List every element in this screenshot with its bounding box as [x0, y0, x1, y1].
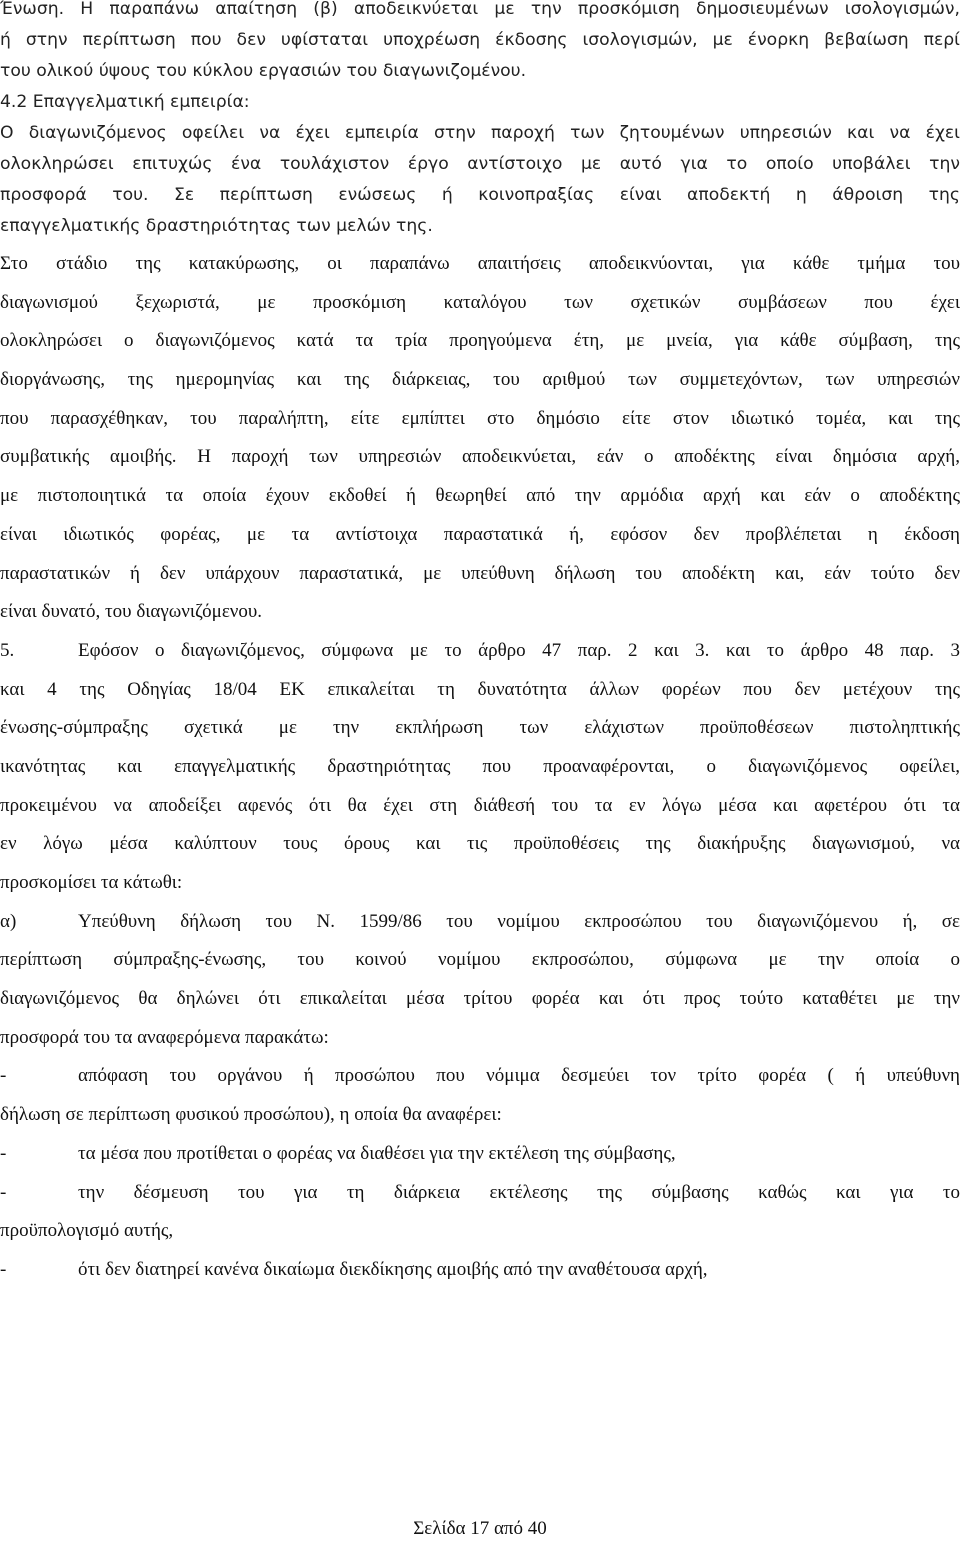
- list-item-alpha: [0, 903, 960, 1058]
- list-item: [0, 1251, 960, 1290]
- text-line: προκειμένου να αποδείξει αφενός ότι θα έχει στη διάθεσή του τα εν λόγω μέσα και αφετέρου ότι τα: [0, 794, 960, 816]
- text-line: ένωσης-σύμπραξης σχετικά με την εκπλήρωση των ελάχιστων προϋποθέσεων πιστοληπτικής: [0, 717, 960, 739]
- text-line: προϋπολογισμό αυτής,: [0, 1220, 174, 1242]
- text-line: του ολικού ύψους του κύκλου εργασιών του διαγωνιζομένου.: [0, 61, 527, 81]
- text-line: διαγωνισμού ξεχωριστά, με προσκόμιση καταλόγου των σχετικών συμβάσεων που έχει: [0, 291, 960, 313]
- list-item-first-line: [0, 1135, 960, 1174]
- text-line: απόφαση του οργάνου ή προσώπου που νόμιμα δεσμεύει τον τρίτο φορέα ( ή υπεύθυνη: [78, 1065, 960, 1087]
- text-line: Εφόσον ο διαγωνιζόμενος, σύμφωνα με το άρθρο 47 παρ. 2 και 3. και το άρθρο 48 παρ. 3: [78, 639, 960, 661]
- text-line: διαγωνιζόμενος θα δηλώνει ότι επικαλείται μέσα τρίτου φορέα και ότι προς τούτο καταθέτει με την: [0, 988, 960, 1010]
- list-marker: -: [0, 1065, 7, 1087]
- text-line: προσκομίσει τα κάτωθι:: [0, 872, 183, 893]
- text-line: Υπεύθυνη δήλωση του Ν. 1599/86 του νομίμου εκπροσώπου του διαγωνιζόμενου ή, σε: [78, 910, 960, 932]
- paragraph-award-stage: [0, 245, 960, 632]
- text-line: περίπτωση σύμπραξης-ένωσης, του κοινού νομίμου εκπροσώπου, σύμφωνα με την οποία ο: [0, 949, 960, 971]
- section-4-2: [0, 87, 960, 242]
- text-line: συμβατικής αμοιβής. Η παροχή των υπηρεσιών αποδεικνύεται, εάν ο αποδέκτης είναι δημόσια αρχή,: [0, 446, 960, 468]
- list-marker: -: [0, 1258, 7, 1280]
- section-heading: 4.2 Επαγγελματική εμπειρία:: [0, 92, 250, 112]
- text-line: και 4 της Οδηγίας 18/04 ΕΚ επικαλείται τη δυνατότητα άλλων φορέων που δεν μετέχουν της: [0, 678, 960, 700]
- text-line: διοργάνωσης, της ημερομηνίας και της διάρκειας, του αριθμού των συμμετεχόντων, των υπηρεσιών: [0, 369, 960, 391]
- list-marker: α): [0, 910, 17, 932]
- list-item-first-line: [0, 1251, 960, 1290]
- text-line: με πιστοποιητικά τα οποία έχουν εκδοθεί ή θεωρηθεί από την αρμόδια αρχή και εάν ο αποδέκτης: [0, 485, 960, 507]
- section-number: 5.: [0, 639, 15, 661]
- text-line: ότι δεν διατηρεί κανένα δικαίωμα διεκδίκησης αμοιβής από την αναθέτουσα αρχή,: [78, 1258, 708, 1280]
- list-item: [0, 1135, 960, 1174]
- dash-list: [0, 1057, 960, 1289]
- text-line: Στο στάδιο της κατακύρωσης, οι παραπάνω απαιτήσεις αποδεικνύονται, για κάθε τμήμα του: [0, 253, 960, 274]
- page-number-footer: Σελίδα 17 από 40: [413, 1518, 547, 1539]
- list-item: [0, 1057, 960, 1134]
- text-line: επαγγελματικής δραστηριότητας των μελών της.: [0, 216, 433, 236]
- list-item: [0, 1174, 960, 1251]
- text-line: ή στην περίπτωση που δεν υφίσταται υποχρέωση έκδοσης ισολογισμών, με ένορκη βεβαίωση περί: [0, 30, 960, 50]
- text-line: δήλωση σε περίπτωση φυσικού προσώπου), η οποία θα αναφέρει:: [0, 1104, 502, 1126]
- text-line: ολοκληρώσει ο διαγωνιζόμενος κατά τα τρία προηγούμενα έτη, με μνεία, για κάθε σύμβαση, της: [0, 330, 960, 352]
- list-marker: -: [0, 1181, 7, 1203]
- section-5-first-line: [0, 632, 960, 671]
- text-line: παραστατικών ή δεν υπάρχουν παραστατικά, με υπεύθυνη δήλωση του αποδέκτη και, εάν τούτο δεν: [0, 562, 960, 584]
- text-line: ικανότητας και επαγγελματικής δραστηριότητας που προαναφέρονται, ο διαγωνιζόμενος οφείλει,: [0, 755, 960, 777]
- text-line: εν λόγω μέσα καλύπτουν τους όρους και τις προϋποθέσεις της διακήρυξης διαγωνισμού, να: [0, 833, 960, 855]
- paragraph-union-balance: [0, 0, 960, 87]
- text-line: τα μέσα που προτίθεται ο φορέας να διαθέσει για την εκτέλεση της σύμβασης,: [78, 1142, 676, 1164]
- text-line: προσφορά του. Σε περίπτωση ενώσεως ή κοινοπραξίας είναι αποδεκτή η άθροιση της: [0, 185, 960, 205]
- list-item-alpha-first-line: [0, 903, 960, 942]
- text-line: που παρασχέθηκαν, του παραλήπτη, είτε εμπίπτει στο δημόσιο είτε στον ιδιωτικό τομέα, και της: [0, 407, 960, 429]
- list-item-first-line: [0, 1174, 960, 1213]
- text-line: είναι δυνατό, του διαγωνιζόμενου.: [0, 601, 263, 623]
- text-line: προσφορά του τα αναφερόμενα παρακάτω:: [0, 1026, 329, 1048]
- section-5: [0, 632, 960, 903]
- text-line: είναι ιδιωτικός φορέας, με τα αντίστοιχα παραστατικά ή, εφόσον δεν προβλέπεται η έκδοση: [0, 523, 960, 545]
- list-item-first-line: [0, 1057, 960, 1096]
- text-line: ολοκληρώσει επιτυχώς ένα τουλάχιστον έργο αντίστοιχο με αυτό για το οποίο υποβάλει την: [0, 154, 960, 174]
- text-line: Ο διαγωνιζόμενος οφείλει να έχει εμπειρία στην παροχή των ζητουμένων υπηρεσιών και να έχει: [0, 123, 960, 143]
- text-line: Ένωση. Η παραπάνω απαίτηση (β) αποδεικνύεται με την προσκόμιση δημοσιευμένων ισολογισμών,: [0, 0, 960, 19]
- list-marker: -: [0, 1142, 7, 1164]
- text-line: την δέσμευση του για τη διάρκεια εκτέλεσης της σύμβασης καθώς και για το: [78, 1181, 960, 1203]
